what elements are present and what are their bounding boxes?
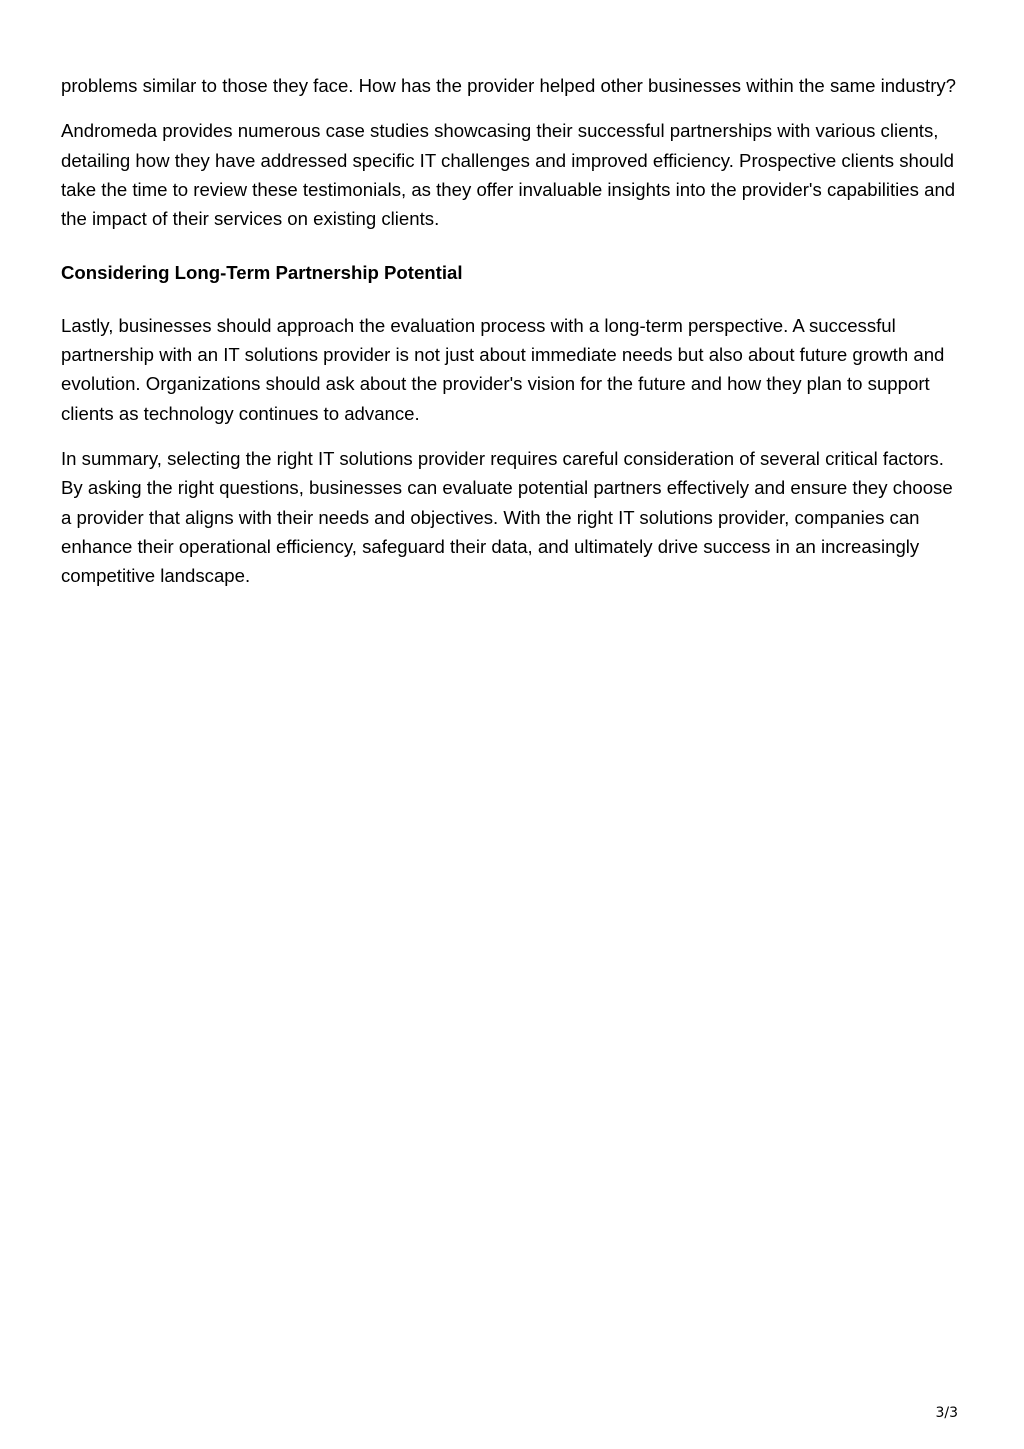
page-number: 3/3 xyxy=(935,1405,958,1421)
section-heading: Considering Long-Term Partnership Potential xyxy=(61,262,463,284)
paragraph-summary: In summary, selecting the right IT solutions provider requires careful consideration of several critical factors. By asking the right questions, businesses can evaluate potential partners effectively and ensure they choose a provider that aligns with their needs and objectives. With the right IT solutions provider, companies can enhance their operational efficiency, safeguard their data, and ultimately drive success in an increasingly competitive landscape. xyxy=(61,447,953,587)
document-body xyxy=(61,71,961,606)
paragraph-long-term: Lastly, businesses should approach the evaluation process with a long-term perspective. A successful partnership with an IT solutions provider is not just about immediate needs but also about future growth and evolution. Organizations should ask about the provider's vision for the future and how they plan to support clients as technology continues to advance. xyxy=(61,314,945,424)
paragraph-continuation: problems similar to those they face. How has the provider helped other businesses within the same industry? xyxy=(61,75,957,96)
paragraph-case-studies: Andromeda provides numerous case studies showcasing their successful partnerships with various clients, detailing how they have addressed specific IT challenges and improved efficiency. Prospective clients should take the time to review these testimonials, as they offer invaluable insights into the provider's capabilities and the impact of their services on existing clients. xyxy=(61,120,956,230)
